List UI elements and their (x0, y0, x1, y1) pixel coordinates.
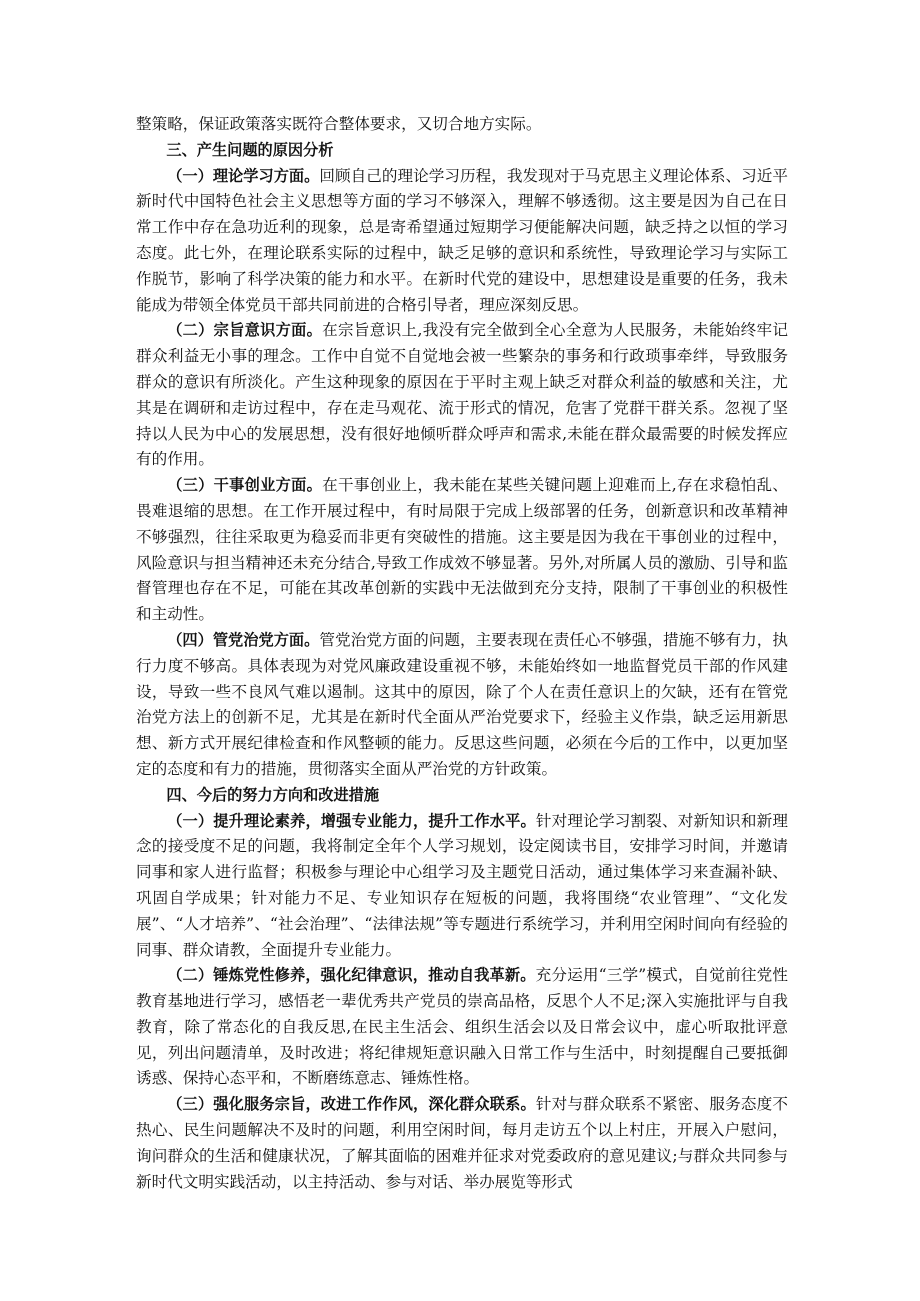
paragraph-entrepreneurship (136, 473, 788, 628)
section-heading-improvements: 四、今后的努力方向和改进措施 (166, 785, 380, 804)
paragraph-body: 回顾自己的理论学习历程，我发现对于马克思主义理论体系、习近平新时代中国特色社会主义思想等方面的学习不够深入，理解不够透彻。这主要是因为自己在日常工作中存在急功近利的现象，总是寄希望通过短期学习便能解决问题，缺乏持之以恒的学习态度。此七外，在理论联系实际的过程中，缺乏足够的意识和系统性，导致理论学习与实际工作脱节，影响了科学决策的能力和水平。在新时代党的建设中，思想建设是重要的任务，我未能成为带领全体党员干部共同前进的合格引导者，理应深刻反思。 (136, 166, 788, 314)
paragraph-lead: （三）干事创业方面。 (167, 476, 323, 495)
paragraph-party-governance (136, 628, 788, 783)
paragraph-lead: （三）强化服务宗旨，改进工作作风，深化群众联系。 (167, 1095, 536, 1114)
paragraph-lead: （一）提升理论素养，增强专业能力，提升工作水平。 (167, 811, 536, 830)
paragraph-improve-theory (136, 809, 788, 964)
paragraph-body: 在干事创业上，我未能在某些关键问题上迎难而上,存在求稳怕乱、畏难退缩的思想。在工作开展过程中，有时局限于完成上级部署的任务，创新意识和改革精神不够强烈，往往采取更为稳妥而非更有突破性的措施。这主要是因为我在干事创业的过程中，风险意识与担当精神还未充分结合,导致工作成效不够显著。另外,对所属人员的激励、引导和监督管理也存在不足，可能在其改革创新的实践中无法做到充分支持，限制了干事创业的积极性和主动性。 (136, 476, 788, 624)
paragraph-body: 在宗旨意识上,我没有完全做到全心全意为人民服务，未能始终牢记群众利益无小事的理念。工作中自觉不自觉地会被一些繁杂的事务和行政琐事牵绊，导致服务群众的意识有所淡化。产生这种现象的原因在于平时主观上缺乏对群众利益的敏感和关注，尤其是在调研和走访过程中，存在走马观花、流于形式的情况，危害了党群干群关系。忽视了坚持以人民为中心的发展思想，没有很好地倾听群众呼声和需求,未能在群众最需要的时候发挥应有的作用。 (136, 321, 788, 469)
paragraph-body: 充分运用“三学”模式，自觉前往党性教育基地进行学习，感悟老一辈优秀共产党员的崇高品格，反思个人不足;深入实施批评与自我教育，除了常态化的自我反思,在民主生活会、组织生活会以及日常会议中，虚心听取批评意见，列出问题清单，及时改进；将纪律规矩意识融入日常工作与生活中，时刻提醒自己要抵御诱惑、保持心态平和，不断磨练意志、锤炼性格。 (136, 966, 788, 1088)
paragraph-lead: （一）理论学习方面。 (167, 166, 320, 185)
paragraph-service-purpose (136, 1092, 788, 1195)
paragraph-lead: （二）锤炼党性修养，强化纪律意识，推动自我革新。 (167, 966, 536, 985)
document-page (136, 112, 788, 1195)
paragraph-body: 管党治党方面的问题，主要表现在责任心不够强，措施不够有力，执行力度不够高。具体表现为对党风廉政建设重视不够，未能始终如一地监督党员干部的作风建设，导致一些不良风气难以遏制。这其中的原因，除了个人在责任意识上的欠缺，还有在管党治党方法上的创新不足，尤其是在新时代全面从严治党要求下，经验主义作祟，缺乏运用新思想、新方式开展纪律检查和作风整顿的能力。反思这些问题，必须在今后的工作中，以更加坚定的态度和有力的措施，贯彻落实全面从严治党的方针政策。 (136, 630, 788, 778)
paragraph-theory-study (136, 164, 788, 319)
paragraph-body: 针对理论学习割裂、对新知识和新理念的接受度不足的问题，我将制定全年个人学习规划，设定阅读书目，安排学习时间，并邀请同事和家人进行监督；积极参与理论中心组学习及主题党日活动，通过集体学习来查漏补缺、巩固自学成果；针对能力不足、专业知识存在短板的问题，我将围绕“农业管理”、“文化发展”、“人才培养”、“社会治理”、“法律法规”等专题进行系统学习，并利用空闲时间向有经验的同事、群众请教，全面提升专业能力。 (136, 811, 788, 959)
paragraph-lead: （四）管党治党方面。 (167, 630, 320, 649)
paragraph-body: 针对与群众联系不紧密、服务态度不热心、民生问题解决不及时的问题，利用空闲时间，每月走访五个以上村庄，开展入户慰问，询问群众的生活和健康状况，了解其面临的困难并征求对党委政府的意见建议;与群众共同参与新时代文明实践活动，以主持活动、参与对话、举办展览等形式 (136, 1095, 788, 1191)
paragraph-party-spirit (136, 963, 788, 1092)
paragraph-purpose-awareness (136, 318, 788, 473)
section-heading-causes: 三、产生问题的原因分析 (166, 140, 334, 159)
paragraph-lead: （二）宗旨意识方面。 (167, 321, 323, 340)
paragraph-continuation: 整策略，保证政策落实既符合整体要求，又切合地方实际。 (136, 115, 542, 133)
